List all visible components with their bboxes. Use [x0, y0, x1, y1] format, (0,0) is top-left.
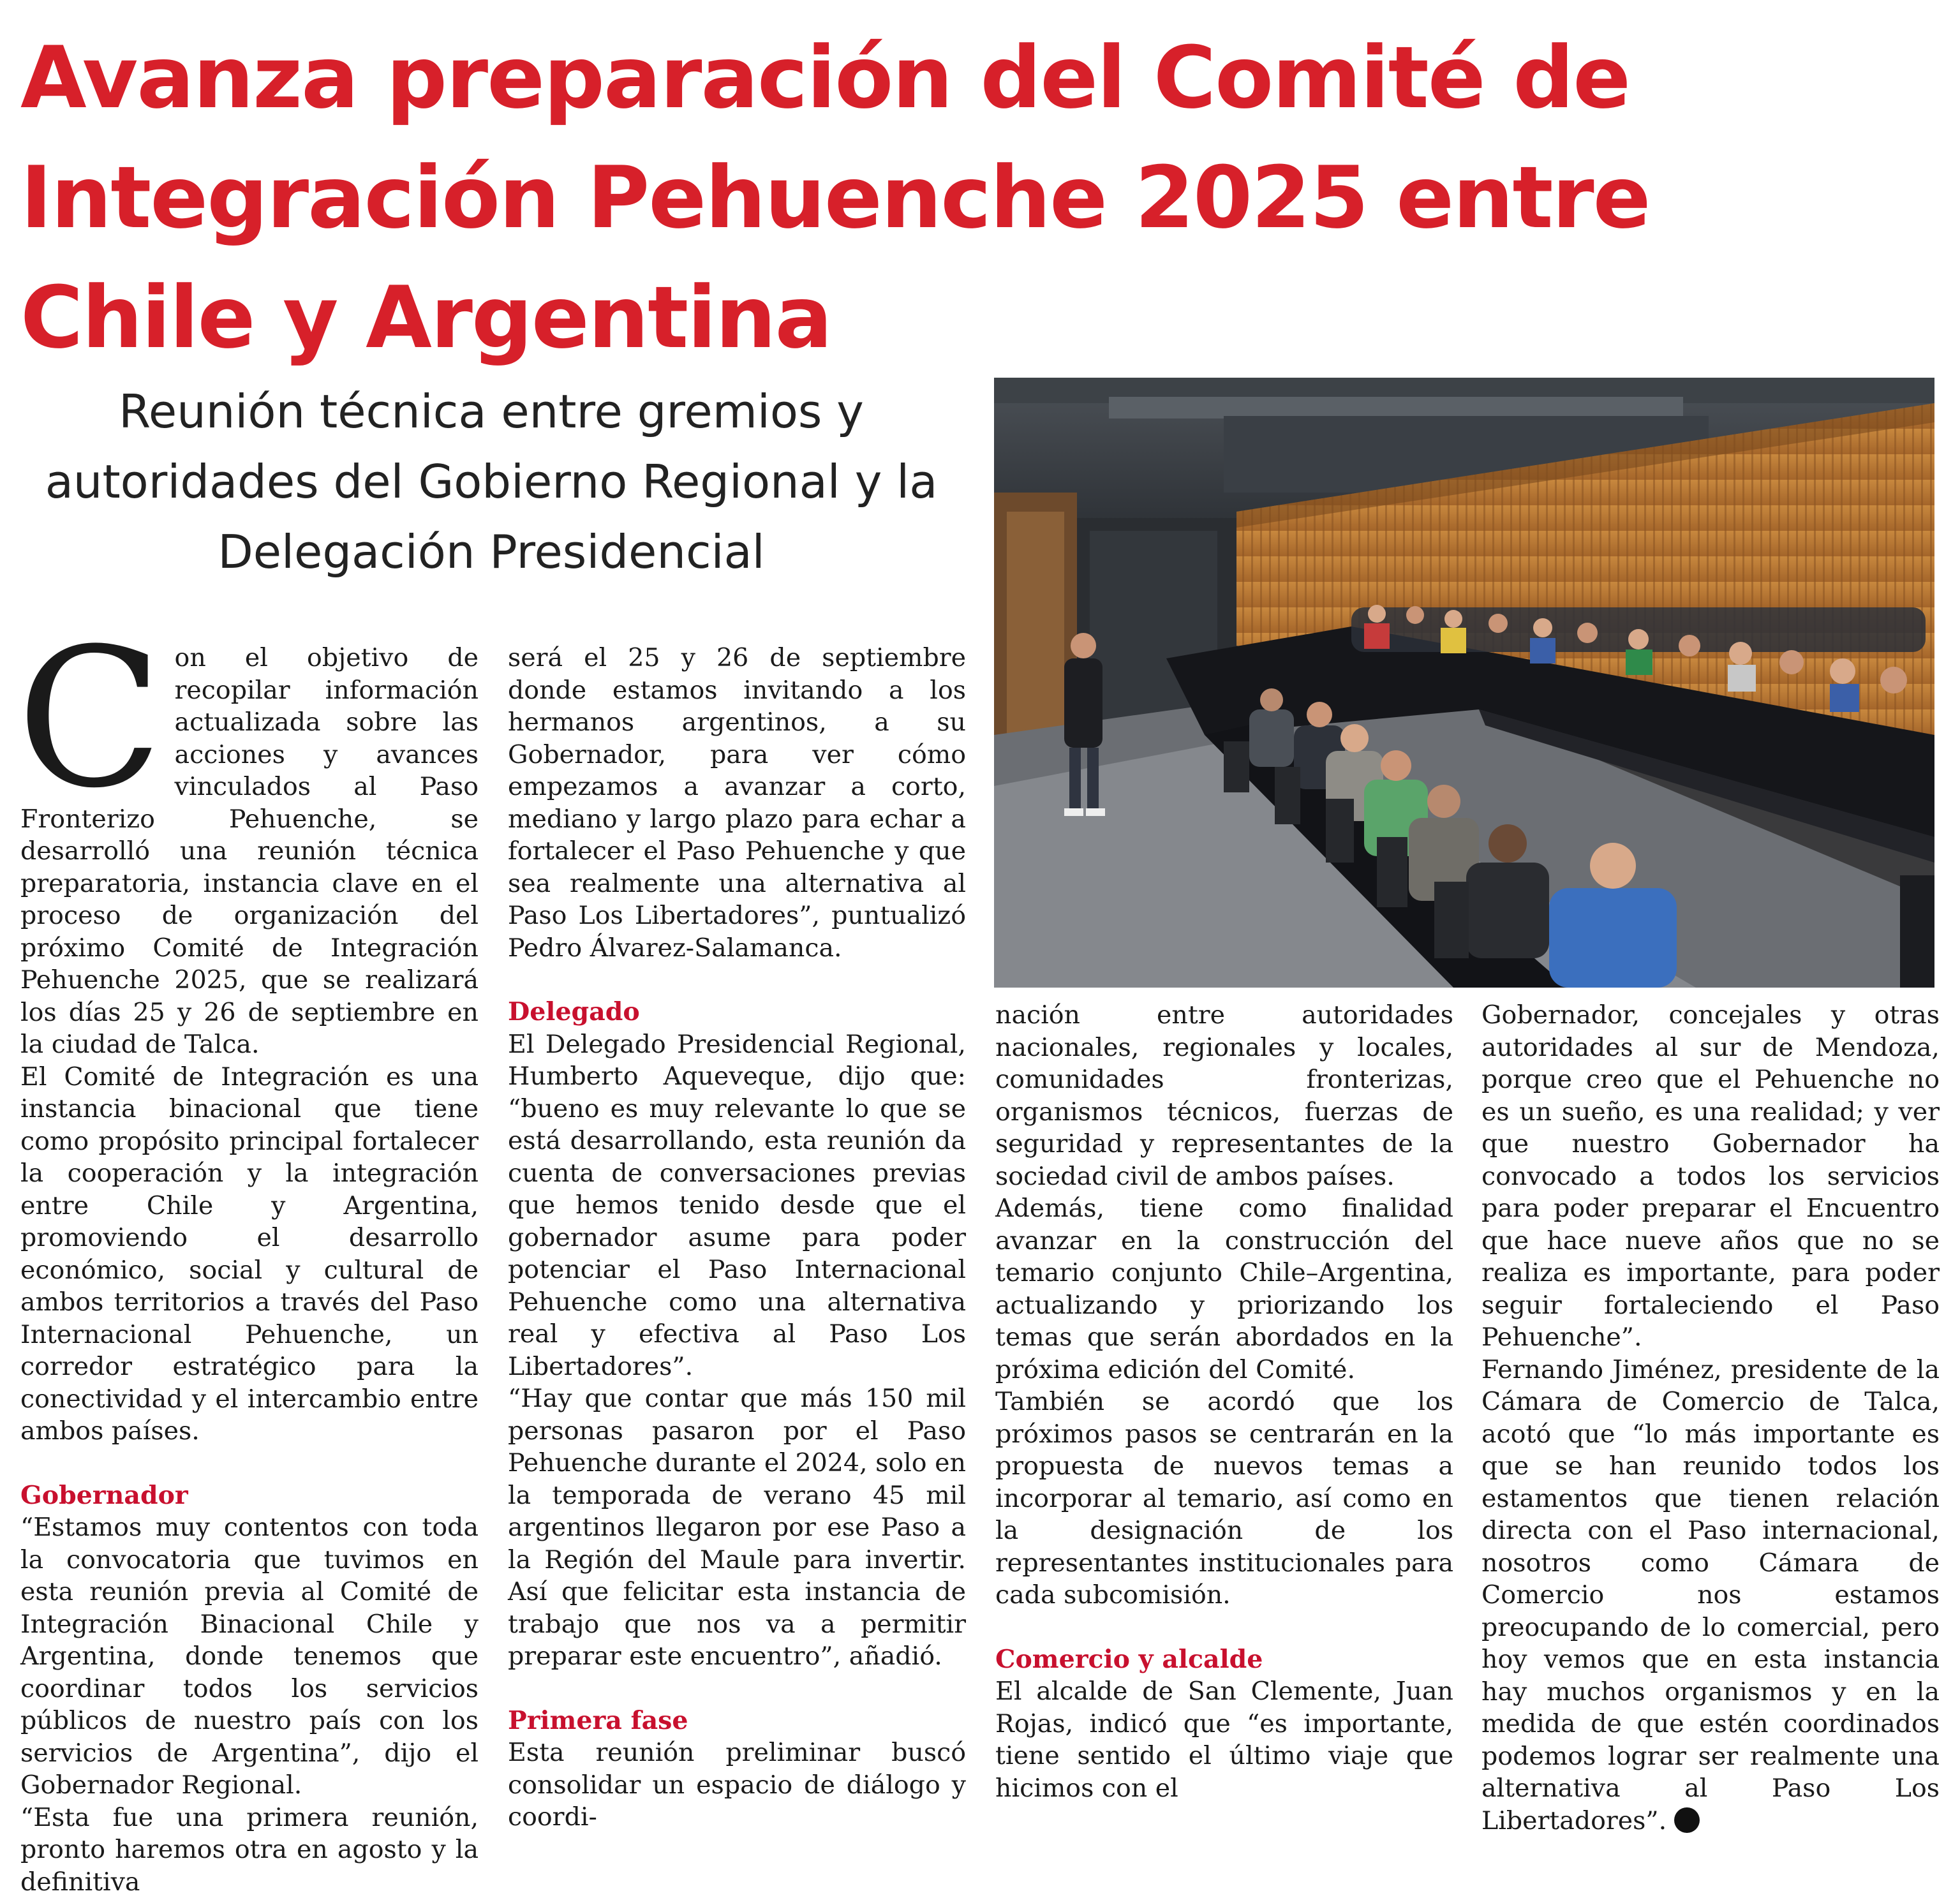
paragraph: será el 25 y 26 de septiembre donde estamos invitando a los hermanos argentinos, a su Gobernador, para ver cómo empezamos a avanzar a corto, mediano y largo plazo para echar a fortalecer el Paso Pehuenche y que sea realmente una alternativa al Paso Los Libertadores”, puntualizó Pedro Álvarez-Salamanca. — [508, 642, 966, 964]
paragraph: Gobernador, concejales y otras autoridades al sur de Mendoza, porque creo que el Pehuenche no es un sueño, es una realidad; y ver que nuestro Gobernador ha convocado a todos los servicios para poder preparar el Encuentro que hace nueve años que no se realiza es importante, para poder seguir fortaleciendo el Paso Pehuenche”. — [1481, 999, 1940, 1354]
paragraph: “Esta fue una primera reunión, pronto haremos otra en agosto y la definitiva — [20, 1802, 479, 1898]
subheadline: Reunión técnica entre gremios y autoridades del Gobierno Regional y la Delegación Presidencial — [19, 376, 963, 587]
paragraph: Además, tiene como finalidad avanzar en la construcción del temario conjunto Chile–Argentina, actualizando y priorizando los temas que serán abordados en la próxima edición del Comité. — [995, 1192, 1453, 1386]
column-4 — [1481, 999, 1940, 1837]
paragraph: El Delegado Presidencial Regional, Humberto Aqueveque, dijo que: “bueno es muy relevante lo que se está desarrollando, esta reunión da cuenta de conversaciones previas que hemos tenido desde que el gobernador asume para poder potenciar el Paso Internacional Pehuenche como una alternativa real y efectiva al Paso Los Libertadores”. — [508, 1028, 966, 1383]
paragraph: “Estamos muy contentos con toda la convocatoria que tuvimos en esta reunión previa al Comité de Integración Binacional Chile y Argentina, donde tenemos que coordinar todos los servicios públicos de nuestro país con los servicios de Argentina”, dijo el Gobernador Regional. — [20, 1511, 479, 1802]
column-3 — [995, 999, 1453, 1804]
paragraph: on el objetivo de recopilar información actualizada sobre las acciones y avances vinculados al Paso Fronterizo Pehuenche, se desarrolló una reunión técnica preparatoria, instancia clave en el proceso de organización del próximo Comité de Integración Pehuenche 2025, que se realizará los días 25 y 26 de septiembre en la ciudad de Talca. — [20, 642, 479, 1061]
paragraph: También se acordó que los próximos pasos se centrarán en la propuesta de nuevos temas a incorporar al temario, así como en la designación de los representantes institucionales para cada subcomisión. — [995, 1386, 1453, 1612]
headline: Avanza preparación del Comité de Integración Pehuenche 2025 entre Chile y Argentina — [20, 18, 1654, 378]
paragraph: El Comité de Integración es una instancia binacional que tiene como propósito principal fortalecer la cooperación y la integración entre Chile y Argentina, promoviendo el desarrollo económico, social y cultural de ambos territorios a través del Paso Internacional Pehuenche, un corredor estratégico para la conectividad y el intercambio entre ambos países. — [20, 1061, 479, 1448]
paragraph-text: Fernando Jiménez, presidente de la Cámara de Comercio de Talca, acotó que “lo más importante es que se han reunido todos los estamentos que tienen relación directa con el Paso internacional, nosotros como Cámara de Comercio nos estamos preocupando de lo comercial, pero hoy vemos que en esta instancia hay muchos organismos y en la medida de que estén coordinados podemos lograr ser realmente una alternativa al Paso Los Libertadores”. — [1481, 1355, 1940, 1835]
meeting-photo — [994, 378, 1934, 988]
paragraph-last — [1481, 1354, 1940, 1837]
paragraph: “Hay que contar que más 150 mil personas pasaron por el Paso Pehuenche durante el 2024, solo en la temporada de verano 45 mil argentinos llegaron por ese Paso a la Región del Maule para invertir. Así que felicitar esta instancia de trabajo que nos va a permitir preparar este encuentro”, añadió. — [508, 1383, 966, 1673]
section-heading-delegado: Delegado — [508, 996, 966, 1028]
paragraph: Esta reunión preliminar buscó consolidar un espacio de diálogo y coordi- — [508, 1737, 966, 1834]
section-heading-primera-fase: Primera fase — [508, 1705, 966, 1737]
section-heading-comercio: Comercio y alcalde — [995, 1643, 1453, 1676]
paragraph: El alcalde de San Clemente, Juan Rojas, indicó que “es importante, tiene sentido el último viaje que hicimos con el — [995, 1675, 1453, 1804]
meeting-photo-icon — [994, 378, 1934, 988]
column-1 — [20, 642, 479, 1898]
end-mark-icon — [1674, 1807, 1700, 1833]
dropcap: C — [17, 646, 163, 792]
column-2 — [508, 642, 966, 1834]
paragraph: nación entre autoridades nacionales, regionales y locales, comunidades fronterizas, organismos técnicos, fuerzas de seguridad y representantes de la sociedad civil de ambos países. — [995, 999, 1453, 1192]
section-heading-gobernador: Gobernador — [20, 1479, 479, 1512]
